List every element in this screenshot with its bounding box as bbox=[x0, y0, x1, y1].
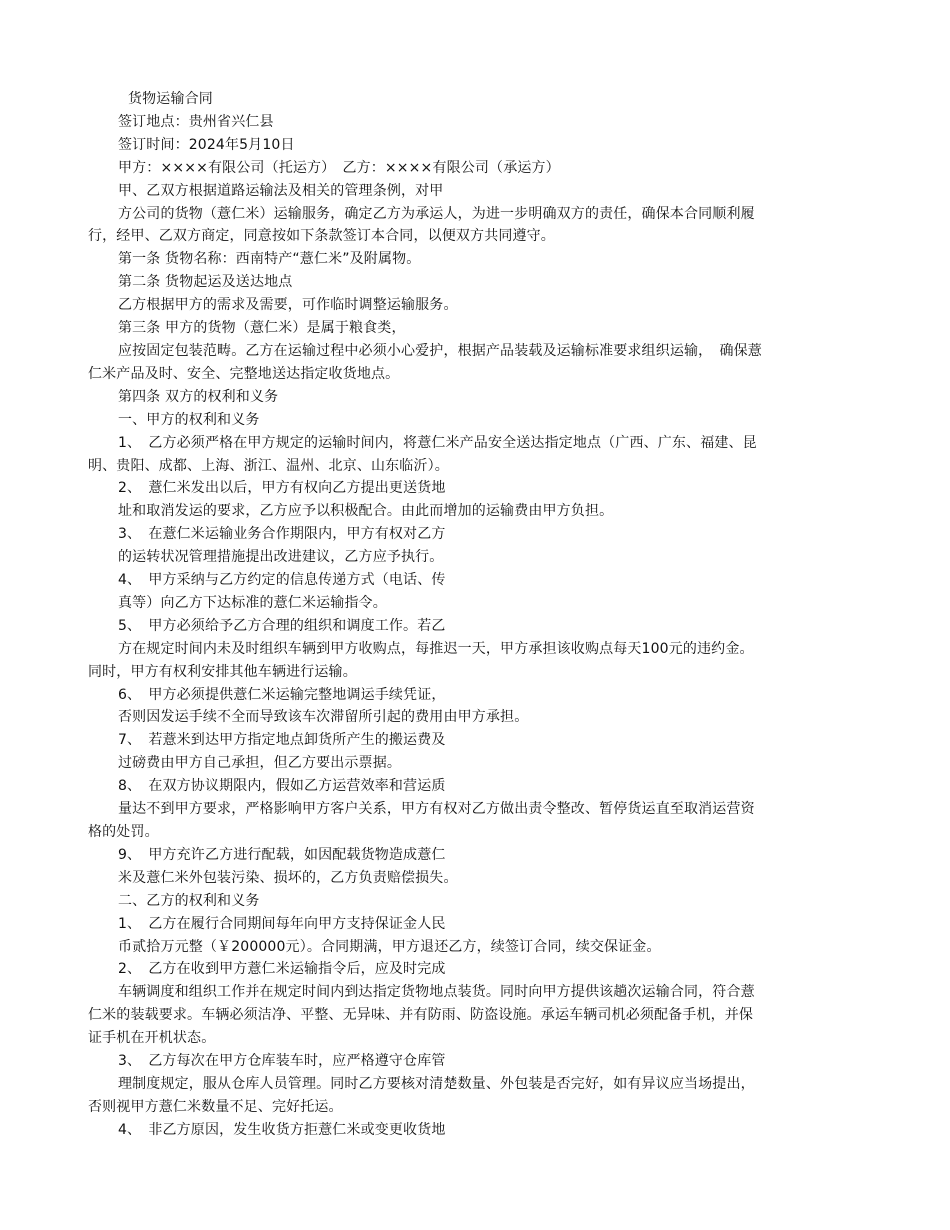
clause-b1-line-1: 1、 乙方在履行合同期间每年向甲方支持保证金人民 bbox=[118, 915, 446, 932]
article-2-heading: 第二条 货物起运及送达地点 bbox=[118, 274, 293, 291]
clause-b2-line-1: 2、 乙方在收到甲方薏仁米运输指令后，应及时完成 bbox=[118, 961, 446, 978]
clause-b2-line-4: 证手机在开机状态。 bbox=[88, 1030, 216, 1047]
section-a-heading: 一、甲方的权利和义务 bbox=[118, 411, 260, 428]
section-b-heading: 二、乙方的权利和义务 bbox=[118, 892, 260, 909]
article-1: 第一条 货物名称：西南特产“薏仁米”及附属物。 bbox=[118, 251, 421, 268]
clause-b2-line-3: 仁米的装载要求。车辆必须洁净、平整、无异味、并有防雨、防盗设施。承运车辆司机必须配备手机，并保 bbox=[88, 1007, 754, 1024]
clause-a8-line-1: 8、 在双方协议期限内，假如乙方运营效率和营运质 bbox=[118, 778, 446, 795]
article-3-text-2: 仁米产品及时、安全、完整地送达指定收货地点。 bbox=[88, 365, 400, 382]
article-4-heading: 第四条 双方的权利和义务 bbox=[118, 388, 279, 405]
clause-a7-line-1: 7、 若薏米到达甲方指定地点卸货所产生的搬运费及 bbox=[118, 732, 446, 749]
clause-a3-line-1: 3、 在薏仁米运输业务合作期限内，甲方有权对乙方 bbox=[118, 526, 446, 543]
clause-a5-line-1: 5、 甲方必须给予乙方合理的组织和调度工作。若乙 bbox=[118, 617, 446, 634]
clause-a4-line-2: 真等）向乙方下达标准的薏仁米运输指令。 bbox=[118, 594, 387, 611]
clause-a2-line-1: 2、 薏仁米发出以后，甲方有权向乙方提出更送货地 bbox=[118, 480, 446, 497]
clause-a1-line-2: 明、贵阳、成都、上海、浙江、温州、北京、山东临沂）。 bbox=[88, 457, 449, 474]
clause-a8-line-3: 格的处罚。 bbox=[88, 824, 159, 840]
article-3-heading: 第三条 甲方的货物（薏仁米）是属于粮食类， bbox=[118, 320, 406, 337]
clause-b3-line-1: 3、 乙方每次在甲方仓库装车时，应严格遵守仓库管 bbox=[118, 1053, 446, 1070]
clause-b4-line-1: 4、 非乙方原因，发生收货方拒薏仁米或变更收货地 bbox=[118, 1121, 446, 1138]
clause-a6-line-2: 否则因发运手续不全而导致该车次滞留所引起的费用由甲方承担。 bbox=[118, 709, 529, 726]
clause-b1-line-2: 币贰拾万元整（￥200000元）。合同期满，甲方退还乙方，续签订合同，续交保证金。 bbox=[118, 938, 661, 955]
clause-a4-line-1: 4、 甲方采纳与乙方约定的信息传递方式（电话、传 bbox=[118, 572, 446, 589]
preamble-line-3: 行，经甲、乙双方商定，同意按如下条款签订本合同，以便双方共同遵守。 bbox=[88, 228, 555, 245]
clause-a5-line-3: 同时，甲方有权利安排其他车辆进行运输。 bbox=[88, 663, 357, 680]
clause-b3-line-2: 理制度规定，服从仓库人员管理。同时乙方要核对清楚数量、外包装是否完好，如有异议应当场提出， bbox=[118, 1075, 755, 1092]
clause-a7-line-2: 过磅费由甲方自己承担，但乙方要出示票据。 bbox=[118, 755, 401, 772]
clause-a8-line-2: 量达不到甲方要求，严格影响甲方客户关系，甲方有权对乙方做出责令整改、暂停货运直至取消运营资 bbox=[118, 801, 755, 818]
article-2-text: 乙方根据甲方的需求及需要，可作临时调整运输服务。 bbox=[118, 297, 458, 314]
clause-a5-line-2: 方在规定时间内未及时组织车辆到甲方收购点，每推迟一天，甲方承担该收购点每天100元的违约金。 bbox=[118, 640, 754, 657]
parties-line: 甲方：××××有限公司（托运方） 乙方：××××有限公司（承运方） bbox=[118, 159, 560, 176]
sign-date: 签订时间：2024年5月10日 bbox=[118, 136, 295, 153]
clause-a3-line-2: 的运转状况管理措施提出改进建议，乙方应予执行。 bbox=[118, 549, 444, 566]
clause-a9-line-1: 9、 甲方充许乙方进行配载，如因配载货物造成薏仁 bbox=[118, 846, 446, 863]
article-3-text-1: 应按固定包装范畴。乙方在运输过程中必须小心爱护，根据产品装载及运输标准要求组织运输， 确保薏 bbox=[118, 342, 762, 359]
clause-a1-line-1: 1、 乙方必须严格在甲方规定的运输时间内，将薏仁米产品安全送达指定地点（广西、广东、福建、昆 bbox=[118, 434, 757, 451]
clause-b2-line-2: 车辆调度和组织工作并在规定时间内到达指定货物地点装货。同时向甲方提供该趟次运输合同，符合薏 bbox=[118, 984, 755, 1001]
sign-location: 签订地点：贵州省兴仁县 bbox=[118, 113, 274, 130]
clause-a9-line-2: 米及薏仁米外包装污染、损坏的，乙方负责赔偿损失。 bbox=[118, 869, 458, 886]
preamble-line-2: 方公司的货物（薏仁米）运输服务，确定乙方为承运人，为进一步明确双方的责任，确保本合同顺利履 bbox=[118, 205, 755, 222]
clause-a6-line-1: 6、 甲方必须提供薏仁米运输完整地调运手续凭证， bbox=[118, 686, 446, 703]
clause-b3-line-3: 否则视甲方薏仁米数量不足、完好托运。 bbox=[88, 1098, 343, 1115]
document-title: 货物运输合同 bbox=[128, 91, 213, 107]
clause-a2-line-2: 址和取消发运的要求，乙方应予以积极配合。由此而增加的运输费由甲方负担。 bbox=[118, 503, 614, 520]
preamble-line-1: 甲、乙双方根据道路运输法及相关的管理条例，对甲 bbox=[118, 182, 444, 199]
